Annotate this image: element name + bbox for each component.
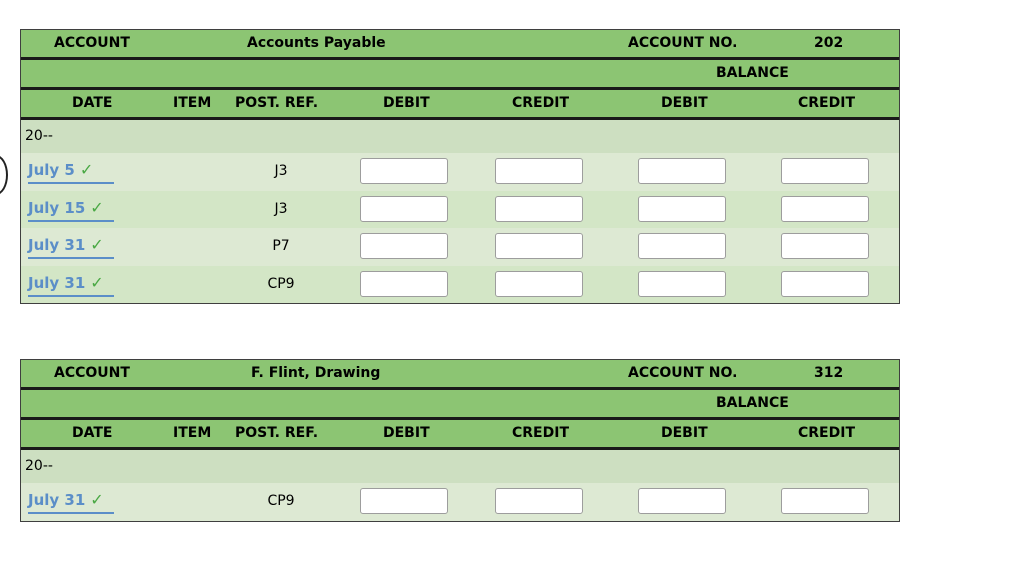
date-link[interactable]: July 31 ✓ [28, 235, 114, 259]
debit-input[interactable] [360, 233, 448, 259]
balance-credit-input[interactable] [781, 488, 869, 514]
balance-debit-input[interactable] [638, 196, 726, 222]
balance-debit-input[interactable] [638, 233, 726, 259]
post-ref: P7 [272, 238, 290, 254]
ledger-header-columns-row [21, 90, 899, 120]
checkmark-icon: ✓ [90, 235, 104, 254]
credit-input[interactable] [495, 488, 583, 514]
checkmark-icon: ✓ [90, 490, 104, 509]
year-label: 20-- [25, 128, 53, 144]
credit-input[interactable] [495, 158, 583, 184]
post-ref: CP9 [267, 493, 295, 509]
col-credit: CREDIT [512, 95, 569, 111]
checkmark-icon: ✓ [90, 272, 104, 292]
date-link[interactable]: July 15 ✓ [28, 198, 114, 222]
debit-input[interactable] [360, 271, 448, 297]
col-post-ref: POST. REF. [235, 95, 319, 111]
account-label: ACCOUNT [54, 365, 130, 381]
col-balance-debit: DEBIT [661, 95, 708, 111]
account-no: 202 [814, 35, 844, 51]
account-no-label: ACCOUNT NO. [628, 365, 738, 381]
ledger-accounts-payable [20, 29, 900, 304]
table-row [21, 266, 899, 304]
account-label: ACCOUNT [54, 35, 130, 51]
balance-credit-input[interactable] [781, 196, 869, 222]
balance-label: BALANCE [716, 395, 789, 411]
account-no-label: ACCOUNT NO. [628, 35, 738, 51]
credit-input[interactable] [495, 196, 583, 222]
col-credit: CREDIT [512, 425, 569, 441]
account-name: Accounts Payable [247, 35, 386, 51]
account-no: 312 [814, 365, 844, 381]
ledger-header-columns-row [21, 420, 899, 450]
year-label: 20-- [25, 458, 53, 474]
table-row [21, 483, 899, 521]
partial-circle-marker [0, 155, 8, 195]
balance-debit-input[interactable] [638, 158, 726, 184]
balance-debit-input[interactable] [638, 271, 726, 297]
balance-credit-input[interactable] [781, 233, 869, 259]
debit-input[interactable] [360, 158, 448, 184]
credit-input[interactable] [495, 233, 583, 259]
balance-credit-input[interactable] [781, 158, 869, 184]
col-item: ITEM [173, 425, 212, 441]
credit-input[interactable] [495, 271, 583, 297]
col-date: DATE [72, 95, 113, 111]
account-name: F. Flint, Drawing [251, 365, 381, 381]
post-ref: J3 [274, 163, 288, 179]
table-row [21, 191, 899, 229]
ledger-header-balance-row [21, 390, 899, 420]
ledger-header-balance-row [21, 60, 899, 90]
debit-input[interactable] [360, 196, 448, 222]
debit-input[interactable] [360, 488, 448, 514]
ledger-header-account-row [21, 30, 899, 60]
col-item: ITEM [173, 95, 212, 111]
ledger-flint-drawing [20, 359, 900, 522]
col-debit: DEBIT [383, 425, 430, 441]
date-link[interactable]: July 5 ✓ [28, 160, 114, 184]
post-ref: J3 [274, 200, 288, 217]
balance-credit-input[interactable] [781, 271, 869, 297]
checkmark-icon: ✓ [79, 160, 94, 179]
col-balance-debit: DEBIT [661, 425, 708, 441]
year-row [21, 450, 899, 483]
col-date: DATE [72, 425, 113, 441]
checkmark-icon: ✓ [90, 197, 104, 217]
table-row [21, 153, 899, 191]
balance-label: BALANCE [716, 65, 789, 81]
date-link[interactable]: July 31 ✓ [28, 490, 114, 514]
col-balance-credit: CREDIT [798, 95, 855, 111]
date-link[interactable]: July 31 ✓ [28, 273, 114, 297]
ledger-header-account-row [21, 360, 899, 390]
table-row [21, 228, 899, 266]
year-row [21, 120, 899, 153]
balance-debit-input[interactable] [638, 488, 726, 514]
col-debit: DEBIT [383, 95, 430, 111]
col-balance-credit: CREDIT [798, 425, 855, 441]
col-post-ref: POST. REF. [235, 425, 319, 441]
post-ref: CP9 [267, 275, 295, 292]
